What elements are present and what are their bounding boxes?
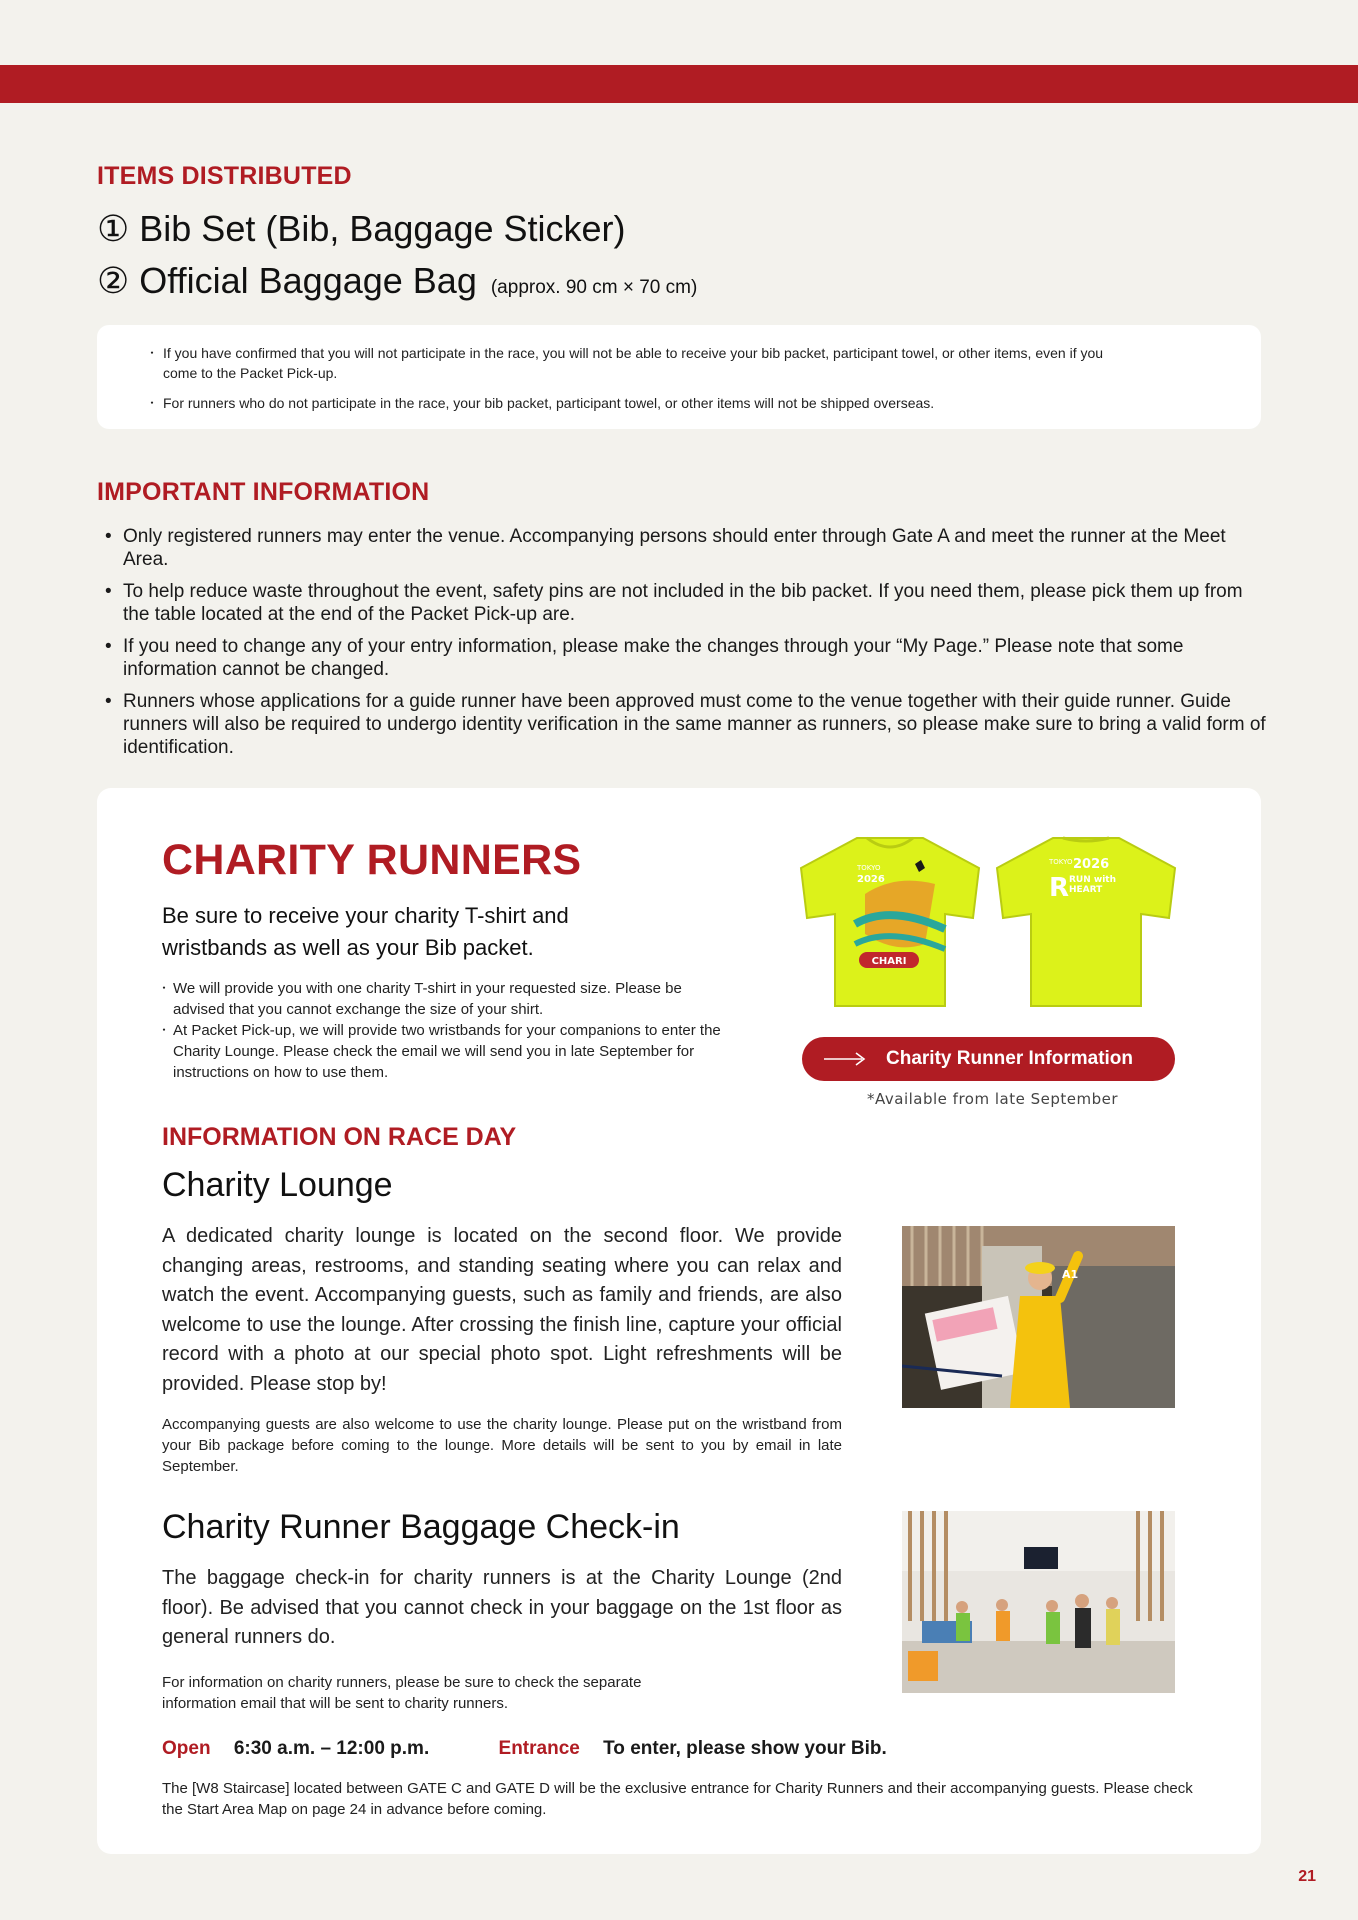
items-note-2: ・ For runners who do not participate in the race, your bib packet, participant towel, or other items will not be shipped overseas. [152, 393, 1203, 413]
photo-sign-a1: A1 [1062, 1268, 1079, 1281]
charity-bullet: ・ We will provide you with one charity T-shirt in your requested size. Please be advised that you cannot exchange the size of your shirt. [162, 978, 722, 1020]
entrance-value: To enter, please show your Bib. [603, 1738, 887, 1759]
w8-staircase-note: The [W8 Staircase] located between GATE C and GATE D will be the exclusive entrance for Charity Runners and their accompanying guests. Please check the Start Area Map on page 24 in advance before coming. [162, 1780, 1193, 1818]
charity-tshirt-back-icon [991, 834, 1181, 1010]
important-information-title: IMPORTANT INFORMATION [97, 478, 430, 506]
open-label: Open [162, 1738, 211, 1759]
page-number: 21 [1298, 1868, 1316, 1885]
baggage-area-photo [902, 1511, 1175, 1693]
shirt-front-text1: TOKYO [857, 864, 881, 872]
shirt-back-text2: 2026 [1073, 857, 1110, 872]
open-entrance-row [162, 1738, 887, 1760]
long-arrow-right-icon [824, 1049, 866, 1069]
open-value: 6:30 a.m. – 12:00 p.m. [233, 1738, 430, 1759]
item-baggage-bag [97, 260, 697, 302]
charity-runners-bullets [162, 978, 722, 1083]
important-item: • Runners whose applications for a guide runner have been approved must come to the venue together with their guide runner. Guide runners will also be required to undergo identity verification in the same manner as runners, so please make sure to bring a valid form of identification. [97, 690, 1267, 759]
available-note: *Available from late September [867, 1090, 1118, 1108]
important-information-list [97, 525, 1267, 768]
items-note-1-line2: come to the Packet Pick-up. [163, 365, 338, 381]
important-item: • If you need to change any of your entry information, please make the changes through your “My Page.” Please note that some information cannot be changed. [97, 635, 1267, 681]
charity-lounge-body: A dedicated charity lounge is located on the second floor. We provide changing areas, restrooms, and standing seating where you can relax and watch the event. Accompanying guests, such as family and friends, are also welcome to use the lounge. After crossing the finish line, capture your official record with a photo at our special photo spot. Light refreshments will be provided. Please stop by! [162, 1225, 842, 1395]
charity-lounge-title: Charity Lounge [162, 1166, 393, 1204]
shirt-back-text4: HEART [1069, 885, 1103, 895]
shirt-front-band-text: CHARI [871, 956, 907, 967]
items-distributed-title: ITEMS DISTRIBUTED [97, 162, 352, 190]
important-item: • Only registered runners may enter the venue. Accompanying persons should enter through Gate A and meet the runner at the Meet Area. [97, 525, 1267, 571]
charity-tshirt-front-icon [795, 834, 985, 1010]
top-red-bar [0, 65, 1358, 103]
items-note-1 [152, 343, 1203, 383]
baggage-check-in-small [162, 1672, 842, 1714]
shirt-back-text1: TOKYO [1049, 858, 1073, 866]
baggage-small-line2: information email that will be sent to charity runners. [162, 1695, 508, 1712]
charity-runners-title: CHARITY RUNNERS [162, 836, 582, 884]
charity-runners-card [97, 788, 1261, 1854]
important-item: • To help reduce waste throughout the event, safety pins are not included in the bib packet. If you need them, please pick them up from the table located at the end of the Packet Pick-up are. [97, 580, 1267, 626]
items-note-1-line1: If you have confirmed that you will not participate in the race, you will not be able to receive your bib packet, participant towel, or other items, even if you [163, 345, 1104, 361]
entrance-label: Entrance [498, 1738, 580, 1759]
charity-runner-information-button[interactable] [802, 1037, 1175, 1081]
race-day-title: INFORMATION ON RACE DAY [162, 1123, 517, 1151]
run-with-heart-logo-icon: R [1049, 873, 1070, 903]
item-baggage-bag-label: ② Official Baggage Bag [97, 260, 477, 301]
shirt-back-text3: RUN with [1069, 875, 1117, 885]
charity-lounge-photo [902, 1226, 1175, 1408]
charity-runners-subtitle: Be sure to receive your charity T-shirt and wristbands as well as your Bib packet. [162, 903, 569, 960]
baggage-check-in-body: The baggage check-in for charity runners is at the Charity Lounge (2nd floor). Be advised that you cannot check in your baggage on the 1st floor as general runners do. [162, 1567, 842, 1649]
cta-label: Charity Runner Information [886, 1048, 1134, 1069]
item-bib-set: ① Bib Set (Bib, Baggage Sticker) [97, 208, 626, 249]
baggage-check-in-title: Charity Runner Baggage Check-in [162, 1508, 680, 1546]
shirt-front-text2: 2026 [857, 874, 885, 885]
charity-lounge-small: Accompanying guests are also welcome to use the charity lounge. Please put on the wristband from your Bib package before coming to the lounge. More details will be sent to you by email in late September. [162, 1416, 842, 1475]
baggage-small-line1: For information on charity runners, please be sure to check the separate [162, 1674, 642, 1691]
item-baggage-bag-size: (approx. 90 cm × 70 cm) [490, 277, 698, 298]
items-note-box [97, 325, 1261, 429]
charity-bullet: ・ At Packet Pick-up, we will provide two wristbands for your companions to enter the Charity Lounge. Please check the email we will send you in late September for instructions on how to use them. [162, 1020, 722, 1083]
